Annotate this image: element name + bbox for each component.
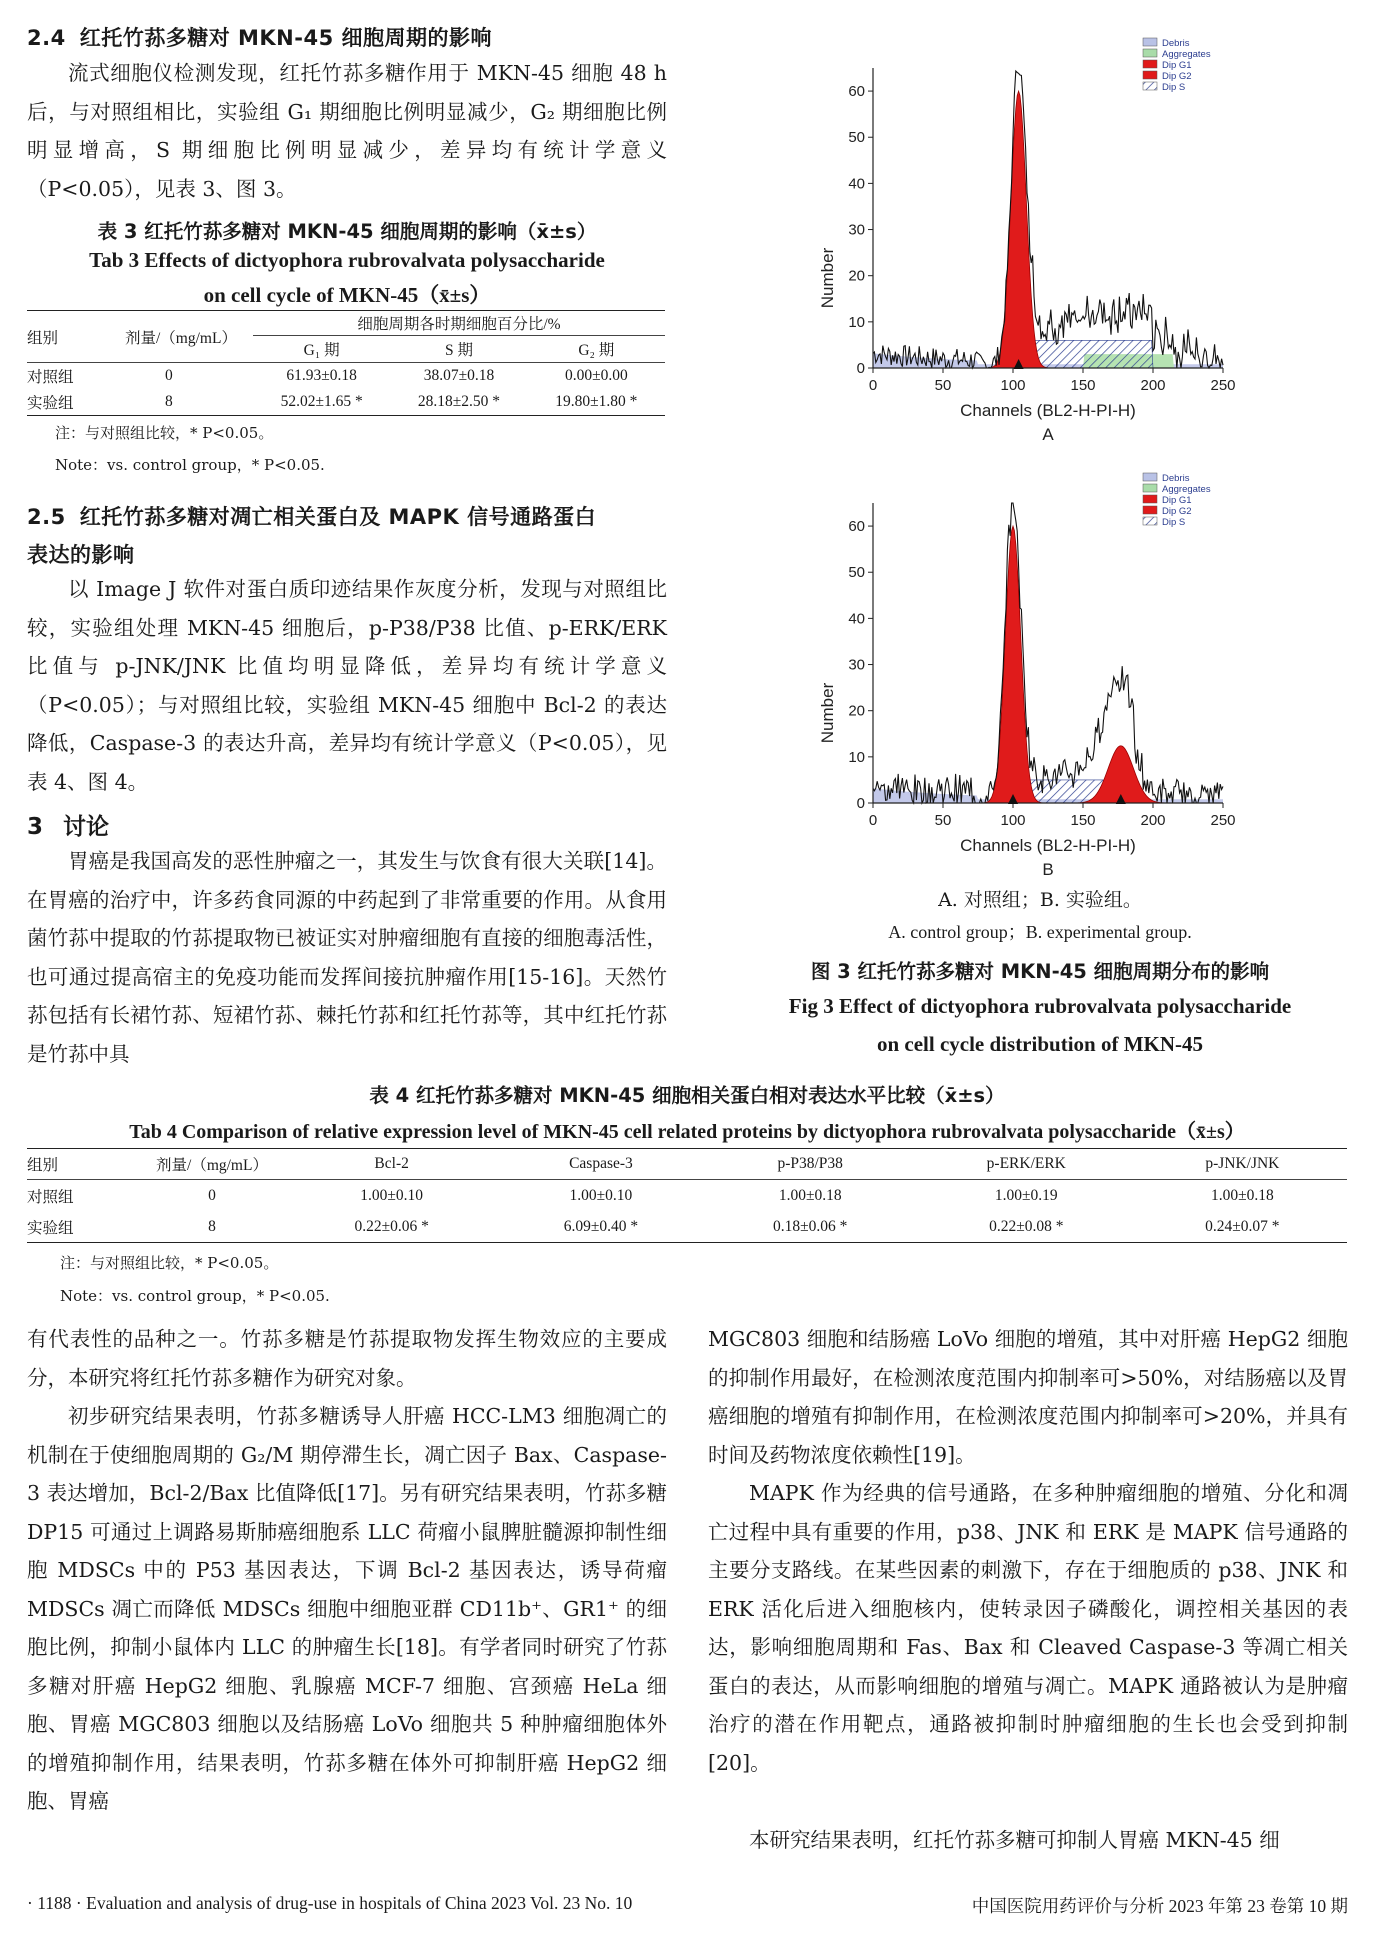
y-tick-label: 50 bbox=[848, 564, 865, 582]
panel-label: A bbox=[1042, 425, 1054, 444]
x-tick-label: 50 bbox=[934, 812, 952, 829]
y-tick-label: 30 bbox=[848, 221, 865, 239]
y-tick-label: 40 bbox=[848, 175, 865, 193]
table-cell: 8 bbox=[165, 393, 173, 410]
legend-swatch bbox=[1143, 506, 1157, 514]
legend-label: Dip G2 bbox=[1162, 506, 1192, 517]
table-cell: 0 bbox=[165, 367, 173, 384]
legend-swatch bbox=[1143, 49, 1157, 57]
x-tick-label: 250 bbox=[1210, 377, 1236, 394]
x-tick-label: 0 bbox=[868, 812, 878, 829]
table-cell: 0 bbox=[208, 1187, 216, 1204]
table-3-caption-cn: 表 3 红托竹荪多糖对 MKN-45 细胞周期的影响（x̄±s） bbox=[97, 220, 597, 243]
x-tick-label: 200 bbox=[1140, 812, 1166, 829]
table-cell: 1.00±0.10 bbox=[360, 1187, 424, 1204]
table-cell: 52.02±1.65 * bbox=[280, 393, 363, 410]
x-tick-label: 200 bbox=[1140, 377, 1166, 394]
table-4-note-cn: 注：与对照组比较，* P<0.05。 bbox=[60, 1254, 279, 1272]
table-3-header-group: 组别 bbox=[27, 329, 59, 347]
table-cell: 19.80±1.80 * bbox=[555, 393, 638, 410]
table-4-header-bcl2: Bcl-2 bbox=[374, 1155, 409, 1172]
legend-label: Dip S bbox=[1162, 517, 1186, 528]
table-4-caption-en: Tab 4 Comparison of relative expression level of MKN-45 cell related proteins by dictyophora rubrovalvata polysaccharide（x̄±s） bbox=[129, 1121, 1245, 1143]
section-2-5-paragraph: 以 Image J 软件对蛋白质印迹结果作灰度分析，发现与对照组比较，实验组处理 MKN-45 细胞后，p-P38/P38 比值、p-ERK/ERK 比值与 p-JNK/JNK 比值均明显降低，差异均有统计学意义（P<0.05）；与对照组比较，实验组 MKN-45 细胞中 Bcl-2 的表达降低，Caspase-3 的表达升高，差异均有统计学意义（P<0.05），见表 4、图 4。 bbox=[27, 577, 667, 794]
table-row bbox=[27, 389, 665, 416]
y-tick-label: 0 bbox=[856, 360, 865, 377]
legend-swatch bbox=[1143, 38, 1157, 46]
section-2-4-heading: 2.4 红托竹荪多糖对 MKN-45 细胞周期的影响 bbox=[27, 26, 493, 50]
table-3-note-cn: 注：与对照组比较，* P<0.05。 bbox=[55, 424, 274, 442]
legend-swatch bbox=[1143, 484, 1157, 492]
table-3-header-span: 细胞周期各时期细胞百分比/% bbox=[253, 311, 665, 336]
y-tick-label: 20 bbox=[848, 267, 865, 285]
legend-swatch bbox=[1143, 71, 1157, 79]
table-3-caption-en-2: on cell cycle of MKN-45（x̄±s） bbox=[203, 283, 491, 307]
y-tick-label: 40 bbox=[848, 610, 865, 628]
legend-swatch bbox=[1143, 495, 1157, 503]
table-3-header-g2: G₂ 期 bbox=[578, 342, 615, 359]
table-cell: 0.00±0.00 bbox=[564, 367, 628, 384]
table-cell: 0.24±0.07 * bbox=[1205, 1218, 1280, 1235]
y-tick-label: 50 bbox=[848, 129, 865, 147]
legend-swatch bbox=[1143, 473, 1157, 481]
discussion-paragraph-2: 初步研究结果表明，竹荪多糖诱导人肝癌 HCC-LM3 细胞凋亡的机制在于使细胞周期的 G₂/M 期停滞生长，凋亡因子 Bax、Caspase-3 表达增加，Bcl-2/Bax 比值降低[17]。另有研究结果表明，竹荪多糖 DP15 可通过上调路易斯肺癌细胞系 LLC 荷瘤小鼠脾脏髓源抑制性细胞 MDSCs 中的 P53 基因表达，下调 Bcl-2 基因表达，诱导荷瘤 MDSCs 凋亡而降低 MDSCs 细胞中细胞亚群 CD11b⁺、GR1⁺ 的细胞比例，抑制小鼠体内 LLC 的肿瘤生长[18]。有学者同时研究了竹荪多糖对肝癌 HepG2 细胞、乳腺癌 MCF-7 细胞、宫颈癌 HeLa 细胞、胃癌 MGC803 细胞以及结肠癌 LoVo 细胞共 5 种肿瘤细胞体外的增殖抑制作用，结果表明，竹荪多糖在体外可抑制肝癌 HepG2 细胞、胃癌 bbox=[27, 1404, 667, 1813]
table-4-header-erk: p-ERK/ERK bbox=[986, 1155, 1066, 1172]
table-cell: 实验组 bbox=[27, 1220, 74, 1237]
footer-right: 中国医院用药评价与分析 2023 年第 23 卷第 10 期 bbox=[971, 1896, 1348, 1916]
table-4-header-jnk: p-JNK/JNK bbox=[1205, 1155, 1280, 1172]
x-tick-label: 100 bbox=[1000, 812, 1026, 829]
y-tick-label: 20 bbox=[848, 702, 865, 720]
legend-swatch bbox=[1143, 60, 1157, 68]
table-3-note-en: Note：vs. control group，* P<0.05. bbox=[55, 456, 325, 474]
section-2-4-paragraph: 流式细胞仪检测发现，红托竹荪多糖作用于 MKN-45 细胞 48 h 后，与对照组相比，实验组 G₁ 期细胞比例明显减少，G₂ 期细胞比例明显增高，S 期细胞比例明显减少，差异均有统计学意义（P<0.05），见表 3、图 3。 bbox=[27, 61, 667, 201]
y-tick-label: 60 bbox=[848, 83, 865, 101]
legend-label: Dip G1 bbox=[1162, 60, 1192, 71]
discussion-paragraph-2-cont: MGC803 细胞和结肠癌 LoVo 细胞的增殖，其中对肝癌 HepG2 细胞的抑制作用最好，在检测浓度范围内抑制率可>50%，对结肠癌以及胃癌细胞的增殖有抑制作用，在检测浓度范围内抑制率可>20%，并具有时间及药物浓度依赖性[19]。 bbox=[708, 1327, 1348, 1467]
table-cell: 38.07±0.18 bbox=[423, 367, 495, 384]
table-4-note-en: Note：vs. control group，* P<0.05. bbox=[60, 1287, 330, 1305]
table-cell: 对照组 bbox=[27, 1189, 74, 1206]
table-3 bbox=[27, 310, 665, 416]
table-cell: 0.18±0.06 * bbox=[773, 1218, 848, 1235]
legend-label: Debris bbox=[1162, 38, 1190, 49]
table-4-caption-cn: 表 4 红托竹荪多糖对 MKN-45 细胞相关蛋白相对表达水平比较（x̄±s） bbox=[369, 1084, 1005, 1107]
y-tick-label: 60 bbox=[848, 518, 865, 536]
table-3-caption-en-1: Tab 3 Effects of dictyophora rubrovalvata polysaccharide bbox=[89, 248, 605, 272]
histogram-panel-a bbox=[815, 30, 1255, 444]
figure-3-caption-cn: 图 3 红托竹荪多糖对 MKN-45 细胞周期分布的影响 bbox=[810, 960, 1270, 983]
table-3-header-g1: G₁ 期 bbox=[303, 342, 340, 359]
histogram-line bbox=[873, 71, 1223, 368]
figure-3-sublabel-en: A. control group；B. experimental group. bbox=[888, 922, 1192, 942]
table-cell: 6.09±0.40 * bbox=[563, 1218, 639, 1235]
discussion-paragraph-4: 本研究结果表明，红托竹荪多糖可抑制人胃癌 MKN-45 细 bbox=[749, 1828, 1280, 1852]
legend-label: Debris bbox=[1162, 473, 1190, 484]
table-4-header-dose: 剂量/（mg/mL） bbox=[156, 1157, 268, 1174]
histogram-panel-b bbox=[815, 465, 1255, 879]
dip-g1-peak bbox=[873, 526, 1223, 803]
legend-label: Aggregates bbox=[1162, 49, 1211, 60]
table-cell: 0.22±0.08 * bbox=[989, 1218, 1064, 1235]
x-tick-label: 150 bbox=[1070, 377, 1096, 394]
table-cell: 1.00±0.18 bbox=[778, 1187, 842, 1204]
footer-left: · 1188 · Evaluation and analysis of drug-use in hospitals of China 2023 Vol. 23 No. 10 bbox=[27, 1893, 633, 1913]
histogram-line bbox=[873, 503, 1223, 803]
legend-swatch bbox=[1143, 517, 1157, 525]
y-tick-label: 0 bbox=[856, 795, 865, 812]
table-cell: 1.00±0.19 bbox=[994, 1187, 1058, 1204]
table-row bbox=[27, 1212, 1347, 1243]
legend-label: Dip G1 bbox=[1162, 495, 1192, 506]
table-cell: 对照组 bbox=[27, 369, 74, 386]
figure-3-sublabel-cn: A. 对照组；B. 实验组。 bbox=[938, 889, 1142, 911]
table-cell: 1.00±0.10 bbox=[569, 1187, 633, 1204]
legend-label: Dip S bbox=[1162, 82, 1186, 93]
y-axis-label: Number bbox=[818, 682, 837, 744]
discussion-paragraph-1-cont: 有代表性的品种之一。竹荪多糖是竹荪提取物发挥生物效应的主要成分，本研究将红托竹荪多糖作为研究对象。 bbox=[27, 1327, 667, 1390]
table-cell: 实验组 bbox=[27, 395, 74, 412]
legend-label: Dip G2 bbox=[1162, 71, 1192, 82]
x-axis-label: Channels (BL2-H-PI-H) bbox=[960, 401, 1136, 420]
panel-label: B bbox=[1042, 860, 1054, 879]
table-row bbox=[27, 363, 665, 390]
section-3-heading: 3 讨论 bbox=[27, 814, 110, 840]
table-4-header-caspase3: Caspase-3 bbox=[569, 1155, 633, 1172]
discussion-paragraph-3: MAPK 作为经典的信号通路，在多种肿瘤细胞的增殖、分化和凋亡过程中具有重要的作用，p38、JNK 和 ERK 是 MAPK 信号通路的主要分支路线。在某些因素的刺激下，存在于细胞质的 p38、JNK 和 ERK 活化后进入细胞核内，使转录因子磷酸化，调控相关基因的表达，影响细胞周期和 Fas、Bax 和 Cleaved Caspase-3 等凋亡相关蛋白的表达，从而影响细胞的增殖与凋亡。MAPK 通路被认为是肿瘤治疗的潜在作用靶点，通路被抑制时肿瘤细胞的生长也会受到抑制[20]。 bbox=[708, 1481, 1348, 1775]
x-tick-label: 100 bbox=[1000, 377, 1026, 394]
y-tick-label: 10 bbox=[848, 748, 865, 766]
discussion-paragraph-1: 胃癌是我国高发的恶性肿瘤之一，其发生与饮食有很大关联[14]。在胃癌的治疗中，许多药食同源的中药起到了非常重要的作用。从食用菌竹荪中提取的竹荪提取物已被证实对肿瘤细胞有直接的细胞毒活性，也可通过提高宿主的免疫功能而发挥间接抗肿瘤作用[15-16]。天然竹荪包括有长裙竹荪、短裙竹荪、棘托竹荪和红托竹荪等，其中红托竹荪是竹荪中具 bbox=[27, 849, 667, 1066]
section-2-5-heading: 2.5 红托竹荪多糖对凋亡相关蛋白及 MAPK 信号通路蛋白 表达的影响 bbox=[27, 505, 597, 567]
table-4-header-group: 组别 bbox=[27, 1157, 59, 1174]
table-cell: 1.00±0.18 bbox=[1210, 1187, 1274, 1204]
table-cell: 8 bbox=[208, 1218, 216, 1235]
table-cell: 61.93±0.18 bbox=[286, 367, 357, 384]
y-axis-label: Number bbox=[818, 247, 837, 309]
table-cell: 0.22±0.06 * bbox=[354, 1218, 429, 1235]
table-row bbox=[27, 1180, 1347, 1213]
x-tick-label: 250 bbox=[1210, 812, 1236, 829]
figure-3-caption-en-1: Fig 3 Effect of dictyophora rubrovalvata polysaccharide bbox=[788, 994, 1292, 1018]
x-axis-label: Channels (BL2-H-PI-H) bbox=[960, 836, 1136, 855]
legend-swatch bbox=[1143, 82, 1157, 90]
legend-label: Aggregates bbox=[1162, 484, 1211, 495]
table-4 bbox=[27, 1148, 1347, 1243]
figure-3-caption-en-2: on cell cycle distribution of MKN-45 bbox=[876, 1032, 1204, 1056]
table-cell: 28.18±2.50 * bbox=[417, 393, 501, 410]
table-4-header-p38: p-P38/P38 bbox=[777, 1155, 843, 1172]
x-tick-label: 50 bbox=[934, 377, 952, 394]
y-tick-label: 30 bbox=[848, 656, 865, 674]
table-3-header-s: S 期 bbox=[444, 342, 473, 359]
y-tick-label: 10 bbox=[848, 313, 865, 331]
x-tick-label: 0 bbox=[868, 377, 878, 394]
x-tick-label: 150 bbox=[1070, 812, 1096, 829]
table-3-header-dose: 剂量/（mg/mL） bbox=[125, 329, 237, 347]
